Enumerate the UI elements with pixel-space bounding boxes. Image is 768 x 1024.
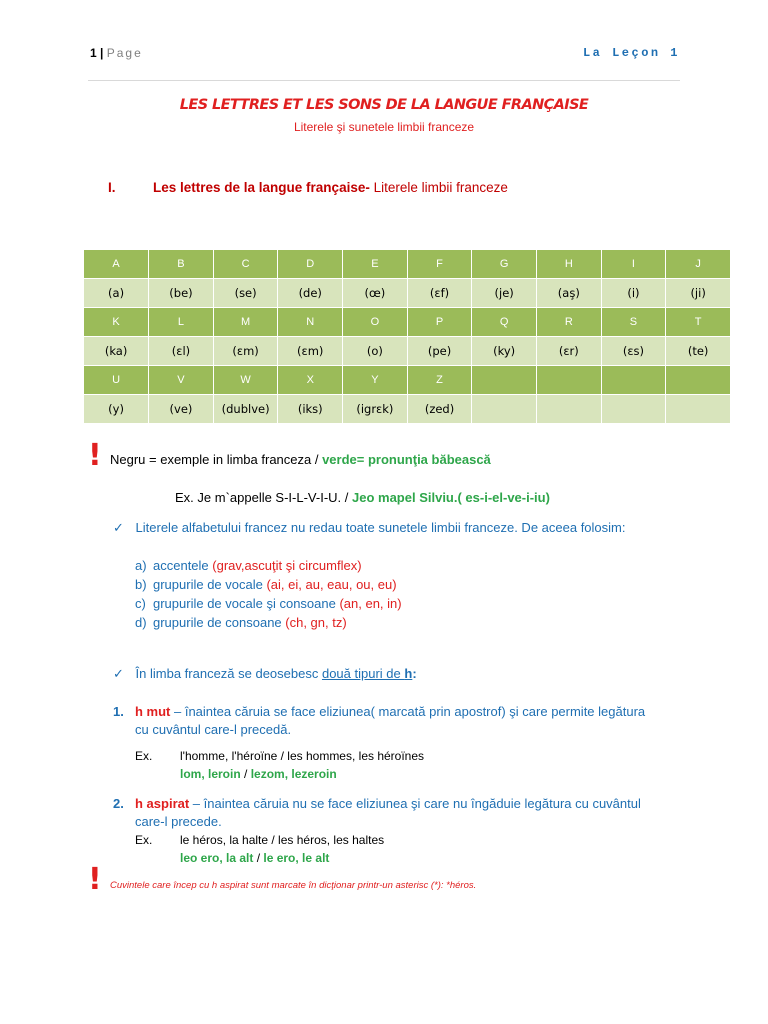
letter-cell: R xyxy=(536,308,601,337)
letter-cell: Z xyxy=(407,366,472,395)
h-mut-desc-cont: cu cuvântul care-l precedă. xyxy=(135,722,292,737)
letter-cell: I xyxy=(601,250,666,279)
letter-cell: L xyxy=(149,308,214,337)
pronunciation-cell: (ka) xyxy=(84,337,149,366)
list-example: (grav,ascuţit şi circumflex) xyxy=(212,558,362,573)
pron-b: le ero, le alt xyxy=(263,851,330,865)
list-key: c) xyxy=(135,596,146,611)
list-item xyxy=(135,613,402,632)
item-number: 2. xyxy=(113,796,124,811)
item-number: 1. xyxy=(113,704,124,719)
check-text-2: În limba franceză se deosebesc xyxy=(135,666,322,681)
letter-cell: Q xyxy=(472,308,537,337)
pronunciation-cell: (dublve) xyxy=(213,395,278,424)
h-aspirat-block xyxy=(113,795,693,867)
letter-cell: K xyxy=(84,308,149,337)
h-mut-desc: – înaintea căruia se face eliziunea( marcată prin apostrof) şi care permite legătura xyxy=(170,704,646,719)
pronunciation-cell: (zed) xyxy=(407,395,472,424)
letter-cell xyxy=(666,366,731,395)
h-aspirat-pron xyxy=(113,849,693,867)
letter-cell: U xyxy=(84,366,149,395)
lesson-label: La Leçon 1 xyxy=(582,46,680,60)
list-term: grupurile de vocale şi consoane xyxy=(153,596,340,611)
check-line-1 xyxy=(113,520,625,536)
pronunciation-cell: (ky) xyxy=(472,337,537,366)
list-key: d) xyxy=(135,615,147,630)
checkmark-icon: ✓ xyxy=(113,666,124,681)
pronunciation-cell: (be) xyxy=(149,279,214,308)
pronunciation-cell xyxy=(666,395,731,424)
h-mut-name: h mut xyxy=(135,704,171,719)
section-number: I. xyxy=(108,180,116,195)
letter-cell: O xyxy=(343,308,408,337)
pronunciation-cell: (ɛr) xyxy=(536,337,601,366)
legend-black: Negru = exemple in limba franceza / xyxy=(110,452,323,467)
list-term: grupurile de vocale xyxy=(153,577,267,592)
pronunciation-cell: (pe) xyxy=(407,337,472,366)
list-key: b) xyxy=(135,577,147,592)
page-separator: | xyxy=(96,46,107,60)
pron-a: lom, leroin xyxy=(180,767,241,781)
h-aspirat-name: h aspirat xyxy=(135,796,190,811)
h-mut-block xyxy=(113,703,693,783)
pronunciation-cell: (a) xyxy=(84,279,149,308)
h-aspirat-example xyxy=(113,831,693,849)
tools-list xyxy=(135,556,402,632)
page-subtitle: Literele şi sunetele limbii franceze xyxy=(293,120,475,134)
letter-cell: W xyxy=(213,366,278,395)
letter-cell: P xyxy=(407,308,472,337)
pron-sep: / xyxy=(253,851,264,865)
h-letter: h xyxy=(404,666,413,681)
colon: : xyxy=(412,666,417,681)
list-example: (ai, ei, au, eau, ou, eu) xyxy=(266,577,397,592)
example-text: l'homme, l'héroïne / les hommes, les héroïnes xyxy=(180,749,425,763)
list-example: (an, en, in) xyxy=(339,596,402,611)
header-divider xyxy=(88,80,680,81)
legend-note xyxy=(110,452,491,467)
alphabet-table xyxy=(84,250,731,424)
list-item xyxy=(135,594,402,613)
checkmark-icon: ✓ xyxy=(113,520,124,535)
example-text: le héros, la halte / les héros, les haltes xyxy=(180,833,385,847)
h-mut-pron xyxy=(113,765,693,783)
check-line-2 xyxy=(113,666,417,682)
pronunciation-cell: (te) xyxy=(666,337,731,366)
pronunciation-cell: (iks) xyxy=(278,395,343,424)
letter-cell: J xyxy=(666,250,731,279)
pron-b: lezom, lezeroin xyxy=(250,767,337,781)
letter-cell: B xyxy=(149,250,214,279)
letter-cell xyxy=(536,366,601,395)
example-label: Ex. xyxy=(135,749,153,763)
pronunciation-cell xyxy=(536,395,601,424)
section-label: Les lettres de la langue française- xyxy=(153,180,370,195)
pronunciation-cell: (se) xyxy=(213,279,278,308)
pronunciation-row xyxy=(84,337,731,366)
section-label-translation: Literele limbii franceze xyxy=(369,180,508,195)
pronunciation-cell: (i) xyxy=(601,279,666,308)
list-term: accentele xyxy=(153,558,213,573)
letter-cell: T xyxy=(666,308,731,337)
pronunciation-cell: (ɛl) xyxy=(149,337,214,366)
h-aspirat-desc-cont: care-l precede. xyxy=(135,814,222,829)
letter-cell: G xyxy=(472,250,537,279)
pronunciation-cell: (je) xyxy=(472,279,537,308)
pronunciation-cell: (ɛm) xyxy=(213,337,278,366)
check-text-2-underlined: două tipuri de xyxy=(321,666,405,681)
pronunciation-row xyxy=(84,279,731,308)
letter-cell: V xyxy=(149,366,214,395)
letter-cell: F xyxy=(407,250,472,279)
pronunciation-cell: (ɛf) xyxy=(407,279,472,308)
letter-row xyxy=(84,308,731,337)
letter-cell xyxy=(601,366,666,395)
pronunciation-cell: (aş) xyxy=(536,279,601,308)
letter-row xyxy=(84,366,731,395)
footnote: Cuvintele care încep cu h aspirat sunt marcate în dicţionar printr-un asterisc (*): *héros. xyxy=(110,880,477,891)
exclamation-icon: ! xyxy=(88,438,102,473)
pron-a: leo ero, la alt xyxy=(180,851,254,865)
page-header-left xyxy=(90,46,143,60)
letter-cell: N xyxy=(278,308,343,337)
pronunciation-cell: (ve) xyxy=(149,395,214,424)
page-title: LES LETTRES ET LES SONS DE LA LANGUE FRANÇAISE xyxy=(179,97,589,113)
pronunciation-cell xyxy=(601,395,666,424)
letter-cell: H xyxy=(536,250,601,279)
letter-row xyxy=(84,250,731,279)
check-text-1: Literele alfabetului francez nu redau toate sunetele limbii franceze. De aceea folosim: xyxy=(135,520,626,535)
letter-cell: Y xyxy=(343,366,408,395)
letter-cell: S xyxy=(601,308,666,337)
pronunciation-cell: (ɛs) xyxy=(601,337,666,366)
pronunciation-row xyxy=(84,395,731,424)
letter-cell xyxy=(472,366,537,395)
pron-sep: / xyxy=(240,767,251,781)
example-pronunciation: Jeo mapel Silviu.( es-i-el-ve-i-iu) xyxy=(352,490,550,505)
pronunciation-cell xyxy=(472,395,537,424)
pronunciation-cell: (de) xyxy=(278,279,343,308)
list-key: a) xyxy=(135,558,147,573)
exclamation-icon: ! xyxy=(88,862,102,897)
example-line xyxy=(175,490,550,505)
letter-cell: A xyxy=(84,250,149,279)
list-example: (ch, gn, tz) xyxy=(285,615,347,630)
page-number: 1 xyxy=(90,46,97,60)
letter-cell: X xyxy=(278,366,343,395)
pronunciation-cell: (igrɛk) xyxy=(343,395,408,424)
pronunciation-cell: (ɛm) xyxy=(278,337,343,366)
letter-cell: M xyxy=(213,308,278,337)
letter-cell: D xyxy=(278,250,343,279)
letter-cell: C xyxy=(213,250,278,279)
pronunciation-cell: (ji) xyxy=(666,279,731,308)
letter-cell: E xyxy=(343,250,408,279)
pronunciation-cell: (o) xyxy=(343,337,408,366)
legend-green: verde= pronunţia băbească xyxy=(322,452,491,467)
list-item xyxy=(135,575,402,594)
list-item xyxy=(135,556,402,575)
pronunciation-cell: (œ) xyxy=(343,279,408,308)
section-heading xyxy=(108,180,508,195)
example-label: Ex. xyxy=(135,833,153,847)
example-french: Ex. Je m`appelle S-I-L-V-I-U. / xyxy=(175,490,352,505)
pronunciation-cell: (y) xyxy=(84,395,149,424)
list-term: grupurile de consoane xyxy=(153,615,286,630)
page-word: Page xyxy=(106,46,143,60)
h-mut-example xyxy=(113,747,693,765)
h-aspirat-desc: – înaintea căruia nu se face eliziunea şi care nu îngăduie legătura cu cuvântul xyxy=(189,796,641,811)
